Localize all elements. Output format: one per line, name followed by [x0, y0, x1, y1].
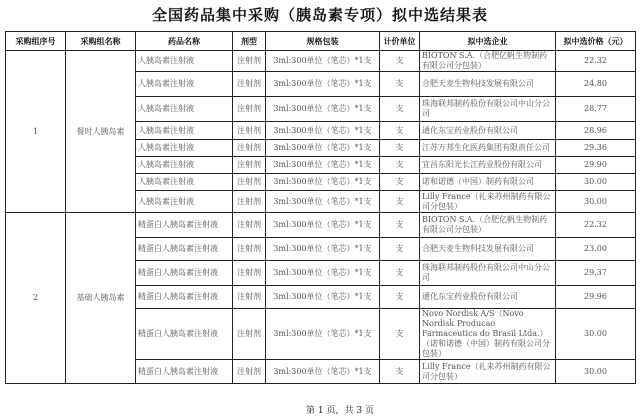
dosage-form: 注射剂 [233, 309, 266, 360]
document-title: 全国药品集中采购（胰岛素专项）拟中选结果表 [151, 6, 488, 24]
spec: 3ml:300单位（笔芯）*1支 [266, 97, 380, 122]
price: 30.00 [556, 309, 636, 360]
company: 诺和诺德（中国）制药有限公司 [420, 174, 556, 191]
drug-name: 精蛋白人胰岛素注射液 [136, 360, 233, 384]
company: 江苏万邦生化医药集团有限责任公司 [420, 140, 556, 157]
spec: 3ml:300单位（笔芯）*1支 [266, 360, 380, 384]
header-spec: 规格包装 [266, 32, 380, 51]
dosage-form: 注射剂 [233, 286, 266, 309]
company: 宜昌东阳光长江药业股份有限公司 [420, 157, 556, 174]
group-seq: 2 [6, 213, 66, 384]
header-form: 剂型 [233, 32, 266, 51]
dosage-form: 注射剂 [233, 174, 266, 191]
company: Lilly France（礼来苏州制药有限公司分包装） [420, 191, 556, 213]
price: 28.96 [556, 122, 636, 140]
header-company: 拟中选企业 [420, 32, 556, 51]
unit: 支 [380, 238, 420, 261]
drug-name: 精蛋白人胰岛素注射液 [136, 309, 233, 360]
dosage-form: 注射剂 [233, 51, 266, 72]
spec: 3ml:300单位（笔芯）*1支 [266, 238, 380, 261]
price: 30.00 [556, 191, 636, 213]
group-name: 基础人胰岛素 [66, 213, 136, 384]
spec: 3ml:300单位（笔芯）*1支 [266, 72, 380, 97]
company: 珠海联邦制药股份有限公司中山分公司 [420, 261, 556, 286]
unit: 支 [380, 51, 420, 72]
unit: 支 [380, 360, 420, 384]
unit: 支 [380, 72, 420, 97]
drug-name: 精蛋白人胰岛素注射液 [136, 261, 233, 286]
unit: 支 [380, 286, 420, 309]
header-row [6, 32, 636, 51]
drug-name: 人胰岛素注射液 [136, 122, 233, 140]
header-group-name: 采购组名称 [66, 32, 136, 51]
dosage-form: 注射剂 [233, 360, 266, 384]
unit: 支 [380, 174, 420, 191]
page-number: 第 1 页，共 3 页 [306, 406, 374, 416]
spec: 3ml:300单位（笔芯）*1支 [266, 140, 380, 157]
drug-name: 人胰岛素注射液 [136, 72, 233, 97]
spec: 3ml:300单位（笔芯）*1支 [266, 174, 380, 191]
spec: 3ml:300单位（笔芯）*1支 [266, 261, 380, 286]
spec: 3ml:300单位（笔芯）*1支 [266, 191, 380, 213]
company: 通化东宝药业股份有限公司 [420, 122, 556, 140]
dosage-form: 注射剂 [233, 213, 266, 238]
price: 22.32 [556, 213, 636, 238]
drug-name: 人胰岛素注射液 [136, 174, 233, 191]
unit: 支 [380, 213, 420, 238]
unit: 支 [380, 122, 420, 140]
spec: 3ml:300单位（笔芯）*1支 [266, 286, 380, 309]
group-seq: 1 [6, 51, 66, 213]
dosage-form: 注射剂 [233, 140, 266, 157]
spec: 3ml:300单位（笔芯）*1支 [266, 51, 380, 72]
drug-name: 人胰岛素注射液 [136, 97, 233, 122]
company: 珠海联邦制药股份有限公司中山分公司 [420, 97, 556, 122]
dosage-form: 注射剂 [233, 122, 266, 140]
price: 30.00 [556, 360, 636, 384]
drug-name: 人胰岛素注射液 [136, 51, 233, 72]
price: 29.36 [556, 140, 636, 157]
dosage-form: 注射剂 [233, 72, 266, 97]
unit: 支 [380, 261, 420, 286]
company: 合肥天麦生物科技发展有限公司 [420, 238, 556, 261]
company: BIOTON S.A.（合肥亿帆生物制药有限公司分包装） [420, 51, 556, 72]
drug-name: 精蛋白人胰岛素注射液 [136, 238, 233, 261]
price: 23.00 [556, 238, 636, 261]
price: 29.90 [556, 157, 636, 174]
company: 通化东宝药业股份有限公司 [420, 286, 556, 309]
price: 29.37 [556, 261, 636, 286]
unit: 支 [380, 97, 420, 122]
unit: 支 [380, 309, 420, 360]
price: 29.96 [556, 286, 636, 309]
dosage-form: 注射剂 [233, 191, 266, 213]
spec: 3ml:300单位（笔芯）*1支 [266, 157, 380, 174]
group-name: 餐时人胰岛素 [66, 51, 136, 213]
drug-name: 精蛋白人胰岛素注射液 [136, 213, 233, 238]
drug-name: 人胰岛素注射液 [136, 191, 233, 213]
header-drug-name: 药品名称 [136, 32, 233, 51]
company: Novo Nordisk A/S（Novo Nordisk Producao Farmaceutica do Brasil Ltda.）（诺和诺德（中国）制药有限公司分包装） [420, 309, 556, 360]
header-seq: 采购组序号 [6, 32, 66, 51]
company: BIOTON S.A.（合肥亿帆生物制药有限公司分包装） [420, 213, 556, 238]
table-row [6, 51, 636, 72]
price: 24.80 [556, 72, 636, 97]
page-footer [0, 403, 640, 416]
header-unit: 计价单位 [380, 32, 420, 51]
price: 28.77 [556, 97, 636, 122]
company: 合肥天麦生物科技发展有限公司 [420, 72, 556, 97]
price: 22.32 [556, 51, 636, 72]
dosage-form: 注射剂 [233, 238, 266, 261]
results-table [5, 31, 636, 384]
header-price: 拟中选价格（元） [556, 32, 636, 51]
dosage-form: 注射剂 [233, 261, 266, 286]
dosage-form: 注射剂 [233, 97, 266, 122]
drug-name: 人胰岛素注射液 [136, 140, 233, 157]
spec: 3ml:300单位（笔芯）*1支 [266, 122, 380, 140]
spec: 3ml:300单位（笔芯）*1支 [266, 309, 380, 360]
spec: 3ml:300单位（笔芯）*1支 [266, 213, 380, 238]
drug-name: 精蛋白人胰岛素注射液 [136, 286, 233, 309]
unit: 支 [380, 140, 420, 157]
company: Lilly France（礼来苏州制药有限公司分包装） [420, 360, 556, 384]
unit: 支 [380, 157, 420, 174]
drug-name: 人胰岛素注射液 [136, 157, 233, 174]
table-row [6, 213, 636, 238]
unit: 支 [380, 191, 420, 213]
dosage-form: 注射剂 [233, 157, 266, 174]
price: 30.00 [556, 174, 636, 191]
